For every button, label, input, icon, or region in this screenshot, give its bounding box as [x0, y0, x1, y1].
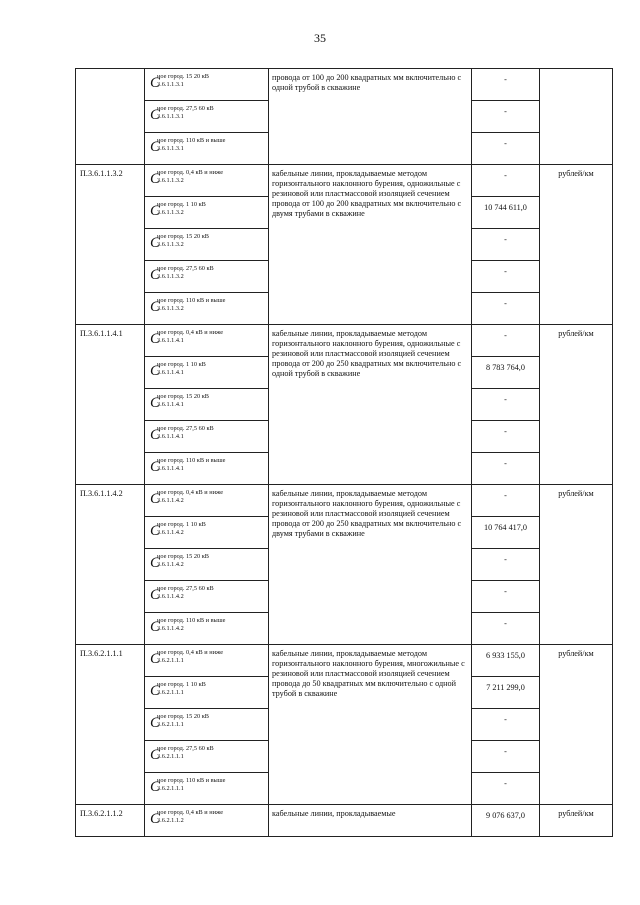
rate-symbol-cell — [145, 485, 269, 517]
rate-symbol: C ное город. 15 20 кВ 3.6.1.1.3.1 — [150, 73, 210, 91]
rate-symbol: C ное город. 15 20 кВ 3.6.1.1.4.1 — [150, 393, 210, 411]
rate-symbol-cell — [145, 69, 269, 101]
unit-of-measure — [540, 69, 613, 165]
rate-symbol-cell — [145, 197, 269, 229]
rate-symbol-subscript: 3.6.1.1.3.2 — [157, 273, 184, 280]
rate-symbol-superscript: ное город. 0,4 кВ и ниже — [157, 489, 224, 496]
rate-value: - — [472, 165, 540, 197]
rate-symbol-cell — [145, 165, 269, 197]
rate-symbol-subscript: 3.6.1.1.3.1 — [157, 145, 184, 152]
rate-value: 8 783 764,0 — [472, 357, 540, 389]
rate-value: - — [472, 709, 540, 741]
rate-value: - — [472, 293, 540, 325]
table-row — [76, 805, 613, 837]
rate-symbol-superscript: ное город. 110 кВ и выше — [157, 297, 226, 304]
rate-symbol-subscript: 3.6.1.1.4.2 — [157, 497, 184, 504]
rate-symbol: C ное город. 110 кВ и выше 3.6.2.1.1.1 — [150, 777, 226, 795]
rate-symbol: C ное город. 0,4 кВ и ниже 3.6.2.1.1.1 — [150, 649, 224, 667]
unit-of-measure: рублей/км — [540, 165, 613, 325]
rate-value: - — [472, 549, 540, 581]
rate-value: - — [472, 133, 540, 165]
rate-value: - — [472, 421, 540, 453]
rate-symbol-superscript: ное город. 27,5 60 кВ — [157, 585, 214, 592]
rate-symbol-superscript: ное город. 110 кВ и выше — [157, 137, 226, 144]
rate-symbol-cell — [145, 741, 269, 773]
rate-symbol: C ное город. 110 кВ и выше 3.6.1.1.3.2 — [150, 297, 226, 315]
rate-symbol: C ное город. 1 10 кВ 3.6.2.1.1.1 — [150, 681, 206, 699]
rate-value: 6 933 155,0 — [472, 645, 540, 677]
rate-value: 10 764 417,0 — [472, 517, 540, 549]
unit-of-measure: рублей/км — [540, 485, 613, 645]
rate-symbol-subscript: 3.6.2.1.1.1 — [157, 657, 184, 664]
rate-symbol-cell — [145, 325, 269, 357]
rate-symbol: C ное город. 110 кВ и выше 3.6.1.1.4.1 — [150, 457, 226, 475]
table-row — [76, 645, 613, 677]
rate-value: - — [472, 261, 540, 293]
rate-symbol: C ное город. 110 кВ и выше 3.6.1.1.4.2 — [150, 617, 226, 635]
rate-symbol-cell — [145, 677, 269, 709]
rate-value: - — [472, 453, 540, 485]
rate-symbol-superscript: ное город. 110 кВ и выше — [157, 457, 226, 464]
rate-value: - — [472, 229, 540, 261]
rate-symbol-superscript: ное город. 1 10 кВ — [157, 361, 206, 368]
item-code: П.3.6.1.1.4.1 — [76, 325, 145, 485]
rate-symbol-cell — [145, 453, 269, 485]
rate-symbol: C ное город. 0,4 кВ и ниже 3.6.1.1.4.1 — [150, 329, 224, 347]
rate-symbol-cell — [145, 293, 269, 325]
rate-symbol-superscript: ное город. 15 20 кВ — [157, 553, 210, 560]
item-description: кабельные линии, прокладываемые методом горизонтального наклонного бурения, одножильные с резиновой или пластмассовой изоляцией сечением провода от 100 до 200 квадратных мм включительно с двумя трубами в скважине — [269, 165, 472, 325]
rate-symbol: C ное город. 15 20 кВ 3.6.1.1.4.2 — [150, 553, 210, 571]
rate-symbol-superscript: ное город. 1 10 кВ — [157, 201, 206, 208]
rate-symbol-subscript: 3.6.2.1.1.2 — [157, 817, 184, 824]
tariff-table — [75, 68, 613, 837]
rate-symbol-cell — [145, 805, 269, 837]
rate-symbol-subscript: 3.6.1.1.3.1 — [157, 81, 184, 88]
rate-symbol-superscript: ное город. 27,5 60 кВ — [157, 105, 214, 112]
rate-symbol-superscript: ное город. 0,4 кВ и ниже — [157, 329, 224, 336]
rate-symbol: C ное город. 27,5 60 кВ 3.6.1.1.3.2 — [150, 265, 214, 283]
rate-symbol-cell — [145, 517, 269, 549]
rate-symbol-subscript: 3.6.2.1.1.1 — [157, 721, 184, 728]
rate-value: - — [472, 389, 540, 421]
rate-symbol-subscript: 3.6.1.1.4.1 — [157, 337, 184, 344]
rate-value: 9 076 637,0 — [472, 805, 540, 837]
rate-symbol-superscript: ное город. 15 20 кВ — [157, 393, 210, 400]
unit-of-measure: рублей/км — [540, 325, 613, 485]
rate-symbol-subscript: 3.6.1.1.3.2 — [157, 177, 184, 184]
rate-symbol-cell — [145, 101, 269, 133]
rate-symbol-superscript: ное город. 110 кВ и выше — [157, 777, 226, 784]
rate-symbol-cell — [145, 357, 269, 389]
item-description: кабельные линии, прокладываемые — [269, 805, 472, 837]
rate-symbol: C ное город. 1 10 кВ 3.6.1.1.4.1 — [150, 361, 206, 379]
rate-symbol: C ное город. 27,5 60 кВ 3.6.1.1.3.1 — [150, 105, 214, 123]
rate-value: - — [472, 101, 540, 133]
rate-symbol-cell — [145, 229, 269, 261]
rate-symbol-superscript: ное город. 27,5 60 кВ — [157, 745, 214, 752]
item-description: кабельные линии, прокладываемые методом горизонтального наклонного бурения, одножильные с резиновой или пластмассовой изоляцией сечением провода от 200 до 250 квадратных мм включительно с двумя трубами в скважине — [269, 485, 472, 645]
rate-symbol-cell — [145, 581, 269, 613]
rate-symbol-superscript: ное город. 1 10 кВ — [157, 681, 206, 688]
rate-symbol-superscript: ное город. 15 20 кВ — [157, 73, 210, 80]
unit-of-measure: рублей/км — [540, 805, 613, 837]
rate-symbol-subscript: 3.6.2.1.1.1 — [157, 753, 184, 760]
item-description: кабельные линии, прокладываемые методом горизонтального наклонного бурения, многожильные с резиновой или пластмассовой изоляцией сечением провода до 50 квадратных мм включительно с одной трубой в скважине — [269, 645, 472, 805]
rate-symbol-cell — [145, 549, 269, 581]
rate-symbol-superscript: ное город. 0,4 кВ и ниже — [157, 169, 224, 176]
rate-symbol-subscript: 3.6.1.1.4.2 — [157, 593, 184, 600]
rate-symbol-subscript: 3.6.1.1.4.2 — [157, 625, 184, 632]
rate-symbol-cell — [145, 421, 269, 453]
rate-symbol: C ное город. 27,5 60 кВ 3.6.1.1.4.1 — [150, 425, 214, 443]
rate-symbol-subscript: 3.6.1.1.3.2 — [157, 209, 184, 216]
table-row — [76, 485, 613, 517]
rate-value: - — [472, 773, 540, 805]
rate-symbol-cell — [145, 133, 269, 165]
rate-value: - — [472, 485, 540, 517]
rate-symbol: C ное город. 27,5 60 кВ 3.6.2.1.1.1 — [150, 745, 214, 763]
rate-symbol-subscript: 3.6.2.1.1.1 — [157, 785, 184, 792]
rate-symbol-cell — [145, 773, 269, 805]
rate-symbol-superscript: ное город. 27,5 60 кВ — [157, 265, 214, 272]
rate-symbol-subscript: 3.6.1.1.4.1 — [157, 369, 184, 376]
rate-symbol-cell — [145, 645, 269, 677]
unit-of-measure: рублей/км — [540, 645, 613, 805]
rate-symbol-cell — [145, 261, 269, 293]
rate-value: - — [472, 741, 540, 773]
rate-symbol-superscript: ное город. 0,4 кВ и ниже — [157, 809, 224, 816]
item-code: П.3.6.1.1.3.2 — [76, 165, 145, 325]
table-row — [76, 69, 613, 101]
rate-symbol: C ное город. 15 20 кВ 3.6.2.1.1.1 — [150, 713, 210, 731]
rate-symbol: C ное город. 0,4 кВ и ниже 3.6.1.1.3.2 — [150, 169, 224, 187]
rate-symbol-cell — [145, 709, 269, 741]
rate-symbol-superscript: ное город. 27,5 60 кВ — [157, 425, 214, 432]
rate-value: - — [472, 69, 540, 101]
rate-symbol: C ное город. 27,5 60 кВ 3.6.1.1.4.2 — [150, 585, 214, 603]
item-description: кабельные линии, прокладываемые методом горизонтального наклонного бурения, одножильные с резиновой или пластмассовой изоляцией сечением провода от 200 до 250 квадратных мм включительно с одной трубой в скважине — [269, 325, 472, 485]
tariff-table-body — [76, 69, 613, 837]
rate-value: - — [472, 613, 540, 645]
rate-symbol-subscript: 3.6.1.1.4.2 — [157, 561, 184, 568]
table-row — [76, 325, 613, 357]
rate-symbol-superscript: ное город. 110 кВ и выше — [157, 617, 226, 624]
rate-symbol-subscript: 3.6.1.1.4.1 — [157, 433, 184, 440]
rate-symbol-subscript: 3.6.1.1.3.2 — [157, 241, 184, 248]
rate-symbol-cell — [145, 613, 269, 645]
rate-symbol: C ное город. 0,4 кВ и ниже 3.6.2.1.1.2 — [150, 809, 224, 827]
rate-symbol-subscript: 3.6.2.1.1.1 — [157, 689, 184, 696]
rate-symbol: C ное город. 15 20 кВ 3.6.1.1.3.2 — [150, 233, 210, 251]
rate-symbol-subscript: 3.6.1.1.4.1 — [157, 465, 184, 472]
item-code: П.3.6.2.1.1.1 — [76, 645, 145, 805]
item-description: провода от 100 до 200 квадратных мм включительно с одной трубой в скважине — [269, 69, 472, 165]
rate-symbol-superscript: ное город. 0,4 кВ и ниже — [157, 649, 224, 656]
rate-value: - — [472, 581, 540, 613]
item-code: П.3.6.1.1.4.2 — [76, 485, 145, 645]
item-code — [76, 69, 145, 165]
rate-symbol-cell — [145, 389, 269, 421]
rate-symbol-subscript: 3.6.1.1.3.2 — [157, 305, 184, 312]
table-row — [76, 165, 613, 197]
rate-value: 10 744 611,0 — [472, 197, 540, 229]
rate-symbol-superscript: ное город. 15 20 кВ — [157, 233, 210, 240]
page-number: 35 — [314, 31, 326, 45]
rate-symbol: C ное город. 0,4 кВ и ниже 3.6.1.1.4.2 — [150, 489, 224, 507]
rate-symbol-subscript: 3.6.1.1.3.1 — [157, 113, 184, 120]
rate-symbol: C ное город. 1 10 кВ 3.6.1.1.3.2 — [150, 201, 206, 219]
rate-symbol-superscript: ное город. 1 10 кВ — [157, 521, 206, 528]
item-code: П.3.6.2.1.1.2 — [76, 805, 145, 837]
rate-symbol-subscript: 3.6.1.1.4.2 — [157, 529, 184, 536]
rate-symbol-subscript: 3.6.1.1.4.1 — [157, 401, 184, 408]
rate-value: - — [472, 325, 540, 357]
rate-value: 7 211 299,0 — [472, 677, 540, 709]
rate-symbol-superscript: ное город. 15 20 кВ — [157, 713, 210, 720]
rate-symbol: C ное город. 1 10 кВ 3.6.1.1.4.2 — [150, 521, 206, 539]
rate-symbol: C ное город. 110 кВ и выше 3.6.1.1.3.1 — [150, 137, 226, 155]
